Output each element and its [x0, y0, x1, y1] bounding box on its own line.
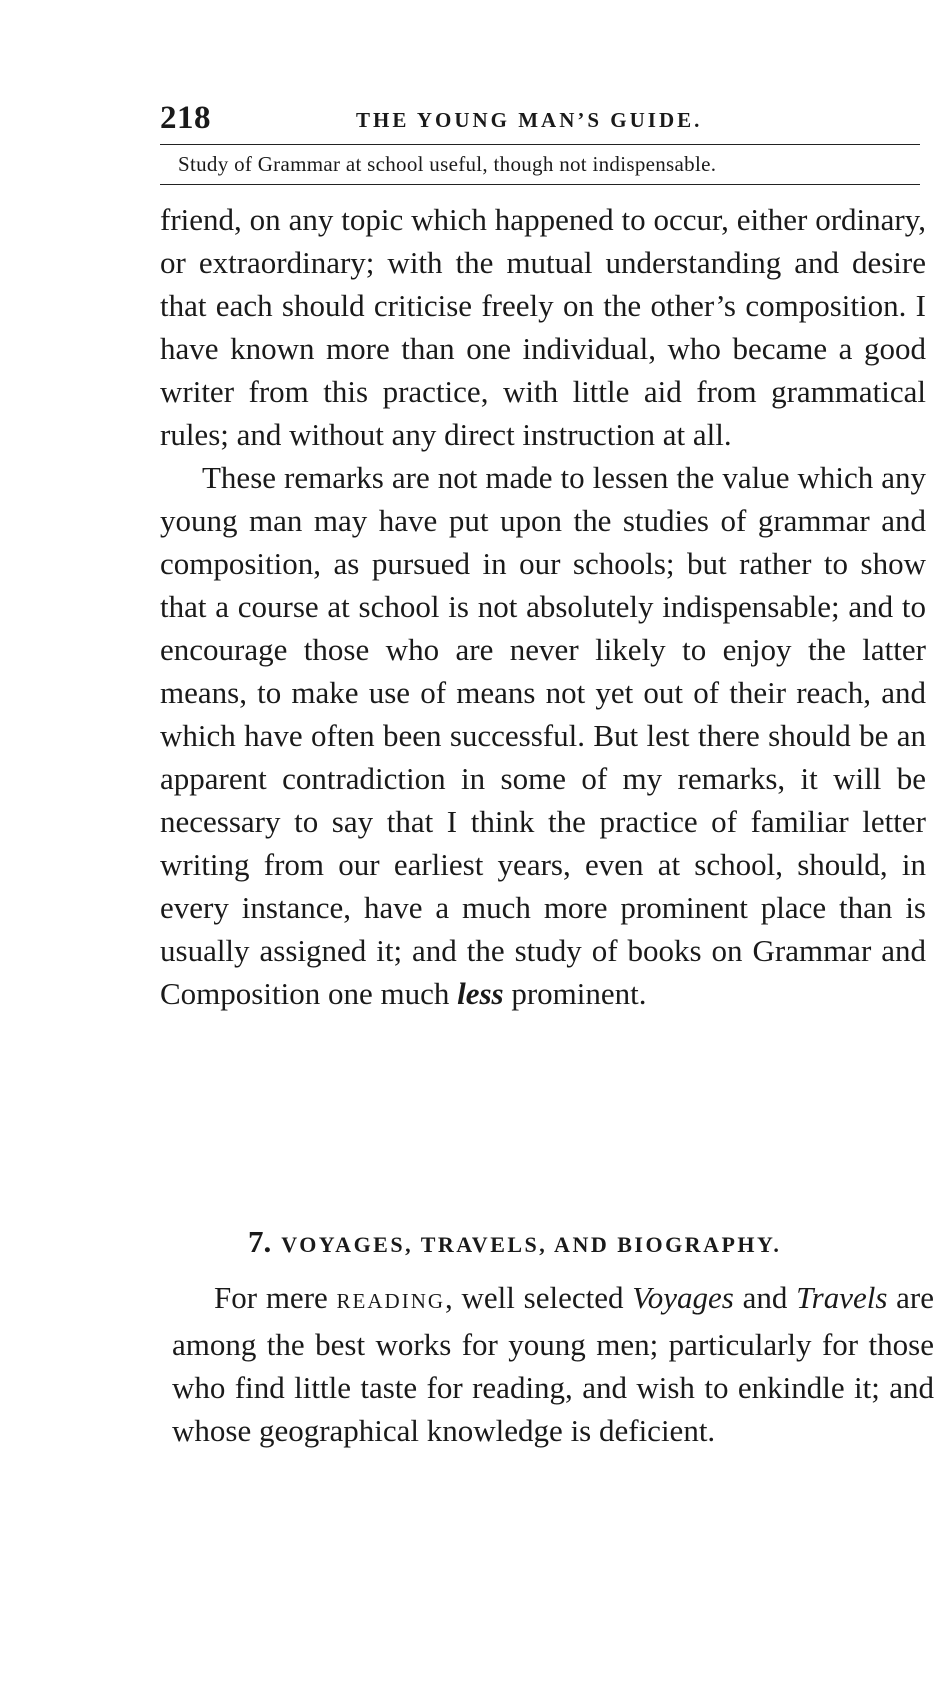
emphasis-less: less	[457, 976, 504, 1011]
page-number: 218	[160, 100, 211, 136]
travels-italic: Travels	[796, 1280, 888, 1315]
section-text-mid1: , well selected	[445, 1280, 633, 1315]
running-head	[160, 100, 920, 140]
header-rule-bottom	[160, 184, 920, 185]
section-text-start: For mere	[214, 1280, 337, 1315]
section-text-end: are among the best works for young men; particularly for those who find little taste for reading, and wish to enkindle it; and whose geographical knowledge is deficient.	[172, 1280, 934, 1448]
paragraph-1-text: friend, on any topic which happened to occur, either ordinary, or extraordinary; with the mutual understanding and desire that each should criticise freely on the other’s composition. I have known more than one individual, who became a good writer from this practice, with little aid from grammatical rules; and without any direct instruction at all.	[160, 202, 926, 452]
paragraph-continued	[160, 198, 926, 456]
section-text	[172, 1276, 934, 1452]
voyages-italic: Voyages	[632, 1280, 734, 1315]
paragraph-2-end: prominent.	[503, 976, 647, 1011]
section-heading	[248, 1224, 781, 1260]
header-rule-top	[160, 144, 920, 145]
section-number: 7.	[248, 1224, 272, 1259]
reading-small-caps: READING	[336, 1289, 446, 1313]
body-text	[160, 198, 926, 1015]
section-paragraph	[172, 1276, 934, 1452]
running-title: THE YOUNG MAN’S GUIDE.	[356, 108, 703, 132]
section-title: VOYAGES, TRAVELS, AND BIOGRAPHY.	[281, 1232, 782, 1257]
page-subheading: Study of Grammar at school useful, though not indispensable.	[178, 152, 717, 176]
paragraph-remarks	[160, 456, 926, 1015]
section-text-mid2: and	[733, 1280, 797, 1315]
paragraph-2-text: These remarks are not made to lessen the value which any young man may have put upon the studies of grammar and composition, as pursued in our schools; but rather to show that a course at school is not absolutely indispensable; and to encourage those who are never likely to enjoy the latter means, to make use of means not yet out of their reach, and which have often been successful. But lest there should be an apparent contradiction in some of my remarks, it will be necessary to say that I think the practice of familiar letter writing from our earliest years, even at school, should, in every instance, have a much more prominent place than is usually assigned it; and the study of books on Grammar and Composition one much	[160, 460, 926, 1011]
